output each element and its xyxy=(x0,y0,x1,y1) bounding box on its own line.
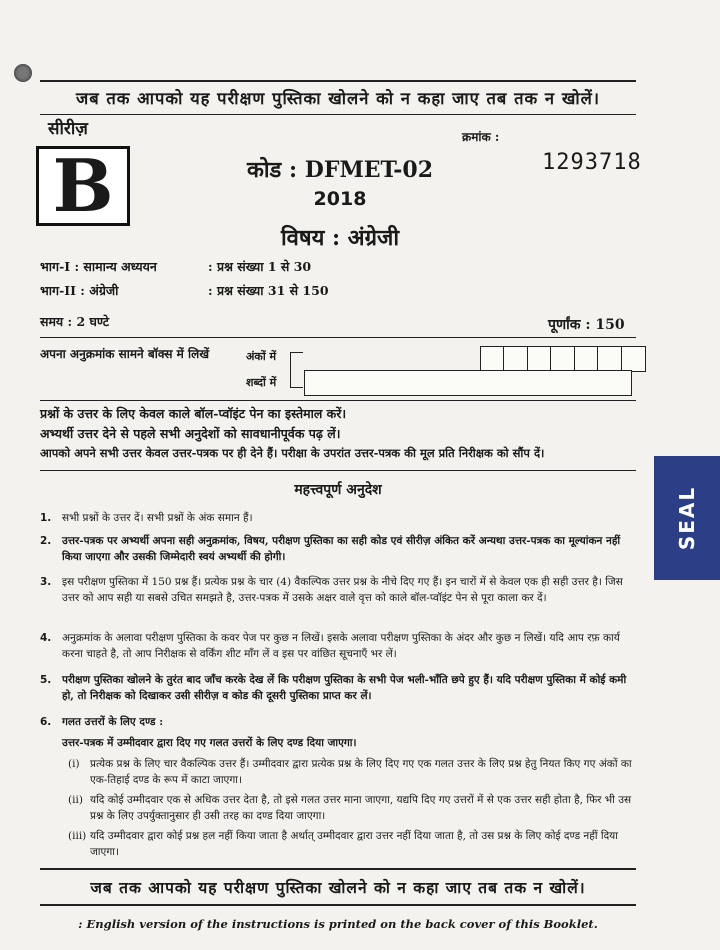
part-1-label: भाग-I : सामान्य अध्ययन xyxy=(40,259,157,274)
instruction-number: 1. xyxy=(40,512,52,524)
series-letter: B xyxy=(52,143,114,228)
banner-rule xyxy=(40,114,636,115)
instruction-text: सभी प्रश्नों के उत्तर दें। सभी प्रश्नों के अंक समान हैं। xyxy=(62,512,253,524)
seal-tab xyxy=(654,456,720,580)
penalty-text: यदि कोई उम्मीदवार एक से अधिक उत्तर देता है, तो इसे गलत उत्तर माना जाएगा, यद्यपि दिए गए उत्तरों में से एक उत्तर सही होता है, फिर भी उस प्रश्न के लिए उपर्युक्तानुसार ही उसी तरह का दण्ड दिया जाएगा। xyxy=(90,794,632,822)
instruction-text: गलत उत्तरों के लिए दण्ड : xyxy=(62,716,164,728)
penalty-number: (iii) xyxy=(68,830,87,842)
serial-label: क्रमांक : xyxy=(462,130,500,144)
bottom-rule xyxy=(40,904,636,906)
instruction-text: परीक्षण पुस्तिका खोलने के तुरंत बाद जाँच करके देख लें कि परीक्षण पुस्तिका के सभी पेज भली-भाँति छपे हुए हैं। यदि परीक्षण पुस्तिका में कोई कमी हो, तो निरीक्षक को दिखाकर उसी सीरीज़ व कोड की दूसरी पुस्तिका प्राप्त कर लें। xyxy=(62,674,627,702)
instruction-number: 4. xyxy=(40,632,52,644)
instruction-text: अनुक्रमांक के अलावा परीक्षण पुस्तिका के कवर पेज पर कुछ न लिखें। इसके अलावा परीक्षण पुस्तिका के अंदर और कुछ न लिखें। यदि आप रफ़ कार्य करना चाहते है, तो आप निरीक्षक से वर्किंग शीट माँग लें व इस पर वांछित सूचनाएँ भर लें। xyxy=(62,632,620,660)
instruction-number: 6. xyxy=(40,716,52,728)
roll-bottom-rule xyxy=(40,400,636,401)
part-1-questions: : प्रश्न संख्या 1 से 30 xyxy=(208,259,312,274)
penalty-item xyxy=(68,828,640,860)
time-allowed: समय : 2 घण्टे xyxy=(40,314,110,329)
note-answer-sheet: आपको अपने सभी उत्तर केवल उत्तर-पत्रक पर ही देने हैं। परीक्षा के उपरांत उत्तर-पत्रक की मूल प्रति निरीक्षक को सौंप दें। xyxy=(40,446,545,460)
roll-top-rule xyxy=(40,337,636,338)
roll-digit-box[interactable] xyxy=(527,346,552,372)
penalty-number: (i) xyxy=(68,758,80,770)
penalty-text: प्रत्येक प्रश्न के लिए चार वैकल्पिक उत्तर हैं। उम्मीदवार द्वारा प्रत्येक प्रश्न के लिए दिए गए एक गलत उत्तर के लिए प्रश्न हेतु नियत किए गए अंकों का एक-तिहाई दण्ड के रूप में काटा जाएगा। xyxy=(90,758,632,786)
instruction-text: उत्तर-पत्रक पर अभ्यर्थी अपना सही अनुक्रमांक, विषय, परीक्षण पुस्तिका का सही कोड एवं सीरीज़ अंकित करें अन्यथा उत्तर-पत्रक का मूल्यांकन नहीं किया जाएगा और उसकी जिम्मेदारी स्वयं अभ्यर्थी की होगी। xyxy=(62,535,621,563)
instruction-item xyxy=(40,714,640,730)
instruction-text: इस परीक्षण पुस्तिका में 150 प्रश्न हैं। प्रत्येक प्रश्न के चार (4) वैकल्पिक उत्तर प्रश्न के नीचे दिए गए हैं। इन चारों में से केवल एक ही सही उत्तर है। जिस उत्तर को आप सही या सबसे उचित समझते है, उत्तर-पत्रक में उसके अक्षर वाले वृत्त को काले बॉल-प्वॉइंट पेन से पूरा काला कर दें। xyxy=(62,576,623,604)
english-version-note: : English version of the instructions is printed on the back cover of this Booklet. xyxy=(78,917,598,931)
instruction-item xyxy=(40,672,640,704)
instruction-number: 5. xyxy=(40,674,52,686)
penalty-item xyxy=(68,756,640,788)
instruction-item xyxy=(40,574,640,606)
bottom-rule-top xyxy=(40,868,636,870)
roll-digit-box[interactable] xyxy=(597,346,622,372)
in-digits-label: अंकों में xyxy=(246,350,277,363)
bottom-banner: जब तक आपको यह परीक्षण पुस्तिका खोलने को न कहा जाए तब तक न खोलें। xyxy=(90,878,586,897)
booklet-code: कोड : DFMET-02 xyxy=(246,157,434,183)
subject-title: विषय : अंग्रेजी xyxy=(280,225,400,251)
note-read: अभ्यर्थी उत्तर देने से पहले सभी अनुदेशों को सावधानीपूर्वक पढ़ लें। xyxy=(40,426,341,441)
roll-words-box[interactable] xyxy=(304,370,632,396)
penalty-number: (ii) xyxy=(68,794,83,806)
part-2-label: भाग-II : अंग्रेजी xyxy=(40,283,119,298)
instruction-item xyxy=(40,630,640,662)
instructions-title: महत्त्वपूर्ण अनुदेश xyxy=(294,482,382,498)
roll-digit-box[interactable] xyxy=(621,346,646,372)
roll-digit-box[interactable] xyxy=(480,346,505,372)
notes-rule xyxy=(40,470,636,471)
top-rule xyxy=(40,80,636,82)
roll-bracket xyxy=(290,352,303,388)
seal-label: SEAL xyxy=(674,485,699,551)
roll-number-label: अपना अनुक्रमांक सामने बॉक्स में लिखें xyxy=(40,347,210,361)
roll-digits-boxes[interactable] xyxy=(481,346,646,372)
penalty-text: यदि उम्मीदवार द्वारा कोई प्रश्न हल नहीं किया जाता है अर्थात् उम्मीदवार द्वारा उत्तर नहीं दिया जाता है, तो उस प्रश्न के लिए कोई दण्ड नहीं दिया जाएगा। xyxy=(90,830,618,858)
in-words-label: शब्दों में xyxy=(246,376,277,389)
penalty-item xyxy=(68,792,640,824)
full-marks: पूर्णांक : 150 xyxy=(548,317,625,333)
instruction-item xyxy=(40,510,640,526)
note-pen: प्रश्नों के उत्तर के लिए केवल काले बॉल-प्वॉइंट पेन का इस्तेमाल करें। xyxy=(40,406,347,421)
roll-digit-box[interactable] xyxy=(574,346,599,372)
serial-number: 1293718 xyxy=(542,150,642,175)
part-2-questions: : प्रश्न संख्या 31 से 150 xyxy=(208,283,329,298)
instruction-item xyxy=(40,533,640,565)
series-label: सीरीज़ xyxy=(48,119,88,139)
top-banner: जब तक आपको यह परीक्षण पुस्तिका खोलने को न कहा जाए तब तक न खोलें। xyxy=(75,89,601,108)
penalty-intro: उत्तर-पत्रक में उम्मीदवार द्वारा दिए गए गलत उत्तरों के लिए दण्ड दिया जाएगा। xyxy=(62,737,357,749)
instruction-number: 3. xyxy=(40,576,52,588)
exam-year: 2018 xyxy=(313,188,367,210)
roll-digit-box[interactable] xyxy=(503,346,528,372)
instruction-number: 2. xyxy=(40,535,52,547)
roll-digit-box[interactable] xyxy=(550,346,575,372)
binder-hole xyxy=(14,64,32,82)
series-letter-box xyxy=(36,143,130,228)
